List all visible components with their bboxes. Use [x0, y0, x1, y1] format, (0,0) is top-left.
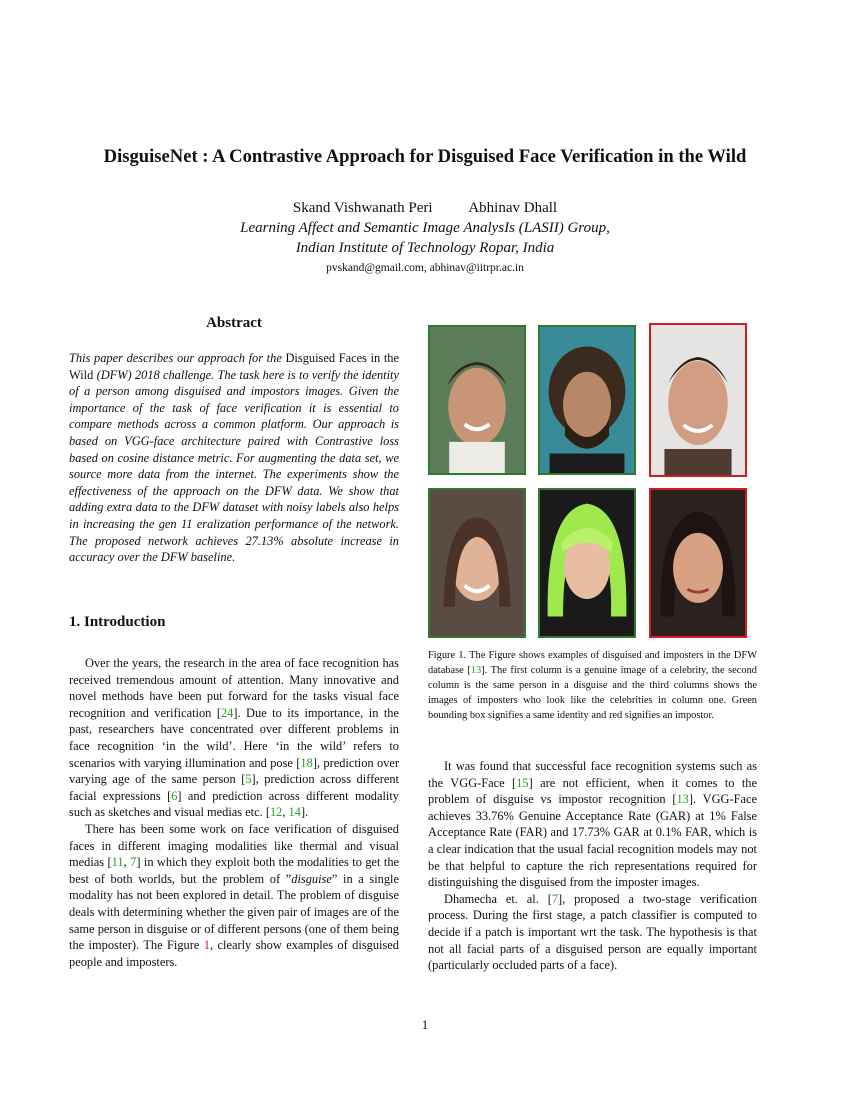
face-disguise-1: [538, 325, 636, 475]
affiliation-line: Indian Institute of Technology Ropar, India: [295, 240, 555, 256]
citation-link[interactable]: 24: [220, 705, 234, 720]
citation-link[interactable]: 5: [245, 772, 252, 787]
abstract-span: Disguised Faces in the Wild: [69, 351, 399, 382]
abstract-span: (DFW) 2018 challenge. The task here is to verify the identity of a person among disguised and impostors images. Given the importance of the task of face verification it is essential to compare methods across a common platform. Our approach is based on VGG-face architecture paired with Contrastive loss based on cosine distance metric. For augmenting the data set, we source more data from the internet. The experiments show the effectiveness of the approach on the DFW data. We show that adding extra data to the DFW dataset with noisy labels also helps in increasing the gen 11 eralization performance of the network. The proposed network achieves 27.13% absolute increase in accuracy over the DFW baseline.: [69, 367, 399, 565]
citation-link[interactable]: 13: [470, 665, 482, 676]
author-name: Skand Vishwanath Peri: [292, 200, 433, 216]
abstract-heading: Abstract: [206, 315, 262, 331]
section-heading: 1. Introduction: [69, 614, 166, 630]
figure-1-caption: Figure 1. The Figure shows examples of disguised and imposters in the DFW database [13]. The first column is a genuine image of a celebrity, the second column is the same person in a disguise and the third columns shows the images of imposters who look like the celebrities in column one. Green bounding box signifies a same identity and red signifies an impostor.: [428, 650, 757, 721]
author-list: [0, 200, 850, 217]
paragraph: Dhamecha et. al. [7], proposed a two-stage verification process. During the first stage, a patch classifier is computed to decide if a patch is important wrt the task. The hypothesis is that not all facial parts of a disguised person are equally important (particularly occluded parts of a face).: [428, 891, 757, 973]
paragraph: There has been some work on face verification of disguised faces in different imaging modalities like thermal and visual medias [11, 7] in which they exploit both the modalities to get the best of both worlds, but the problem of ”disguise” in a single modality has not been explored in detail. The problem of disguise deals with determining whether the given pair of images are of the same person in disguise or of different persons (one of them being the imposter). The Figure 1, clearly show examples of disguised people and imposters.: [69, 821, 400, 969]
citation-link[interactable]: 14: [288, 805, 301, 820]
face-genuine-2: [428, 488, 526, 638]
face-disguise-2: [538, 488, 636, 638]
face-genuine-1: [428, 325, 526, 475]
citation-link[interactable]: 13: [676, 792, 689, 807]
figure-link[interactable]: 1: [203, 938, 210, 953]
citation-link[interactable]: 7: [551, 891, 559, 906]
paragraph: It was found that successful face recognition systems such as the VGG-Face [15] are not efficient, when it comes to the problem of disguise vs impostor recognition [13]. VGG-Face achieves 33.76% Genuine Acceptance Rate (GAR) at 1% False Acceptance Rate (FAR) and 17.73% GAR at 0.1% FAR, which is a clear indication that the usual facial recognition models may not be that helpful to capture the rich representations required for distinguishing the disguised from the imposter images.: [428, 759, 757, 890]
citation-link[interactable]: 18: [300, 755, 313, 770]
paragraph: Over the years, the research in the area of face recognition has received tremendous amount of attention. Many innovative and novel methods have been put forward for the tasks visual face recognition and verification [24]. Due to its importance, in the past, researchers have concentrated over different problems in face recognition ‘in the wild’. Here ‘in the wild’ refers to scenarios with varying illumination and pose [18], prediction over varying age of the same person [5], prediction across different facial expressions [6] and prediction across different modality such as sketches and visual medias etc. [12, 14].: [69, 656, 400, 820]
citation-link[interactable]: 6: [171, 788, 178, 803]
page-number: 1: [421, 1017, 429, 1032]
abstract-span: This paper describes our approach for the: [69, 351, 286, 365]
citation-link[interactable]: 11: [111, 855, 124, 870]
author-name: Abhinav Dhall: [468, 200, 558, 216]
face-impostor-1: [649, 323, 747, 477]
affiliation-line: Learning Affect and Semantic Image AnalysIs (LASII) Group,: [240, 220, 610, 236]
figure-1-grid: [427, 322, 757, 642]
right-column-text: [428, 758, 757, 974]
citation-link[interactable]: 15: [516, 775, 529, 790]
author-emails: pvskand@gmail.com, abhinav@iitrpr.ac.in: [326, 262, 524, 274]
introduction-text: [69, 655, 399, 970]
citation-link[interactable]: 12: [269, 805, 283, 820]
face-impostor-2: [649, 488, 747, 638]
abstract-text: [69, 350, 399, 566]
paper-title: DisguiseNet : A Contrastive Approach for Disguised Face Verification in the Wild: [103, 146, 747, 167]
citation-link[interactable]: 7: [130, 855, 137, 870]
